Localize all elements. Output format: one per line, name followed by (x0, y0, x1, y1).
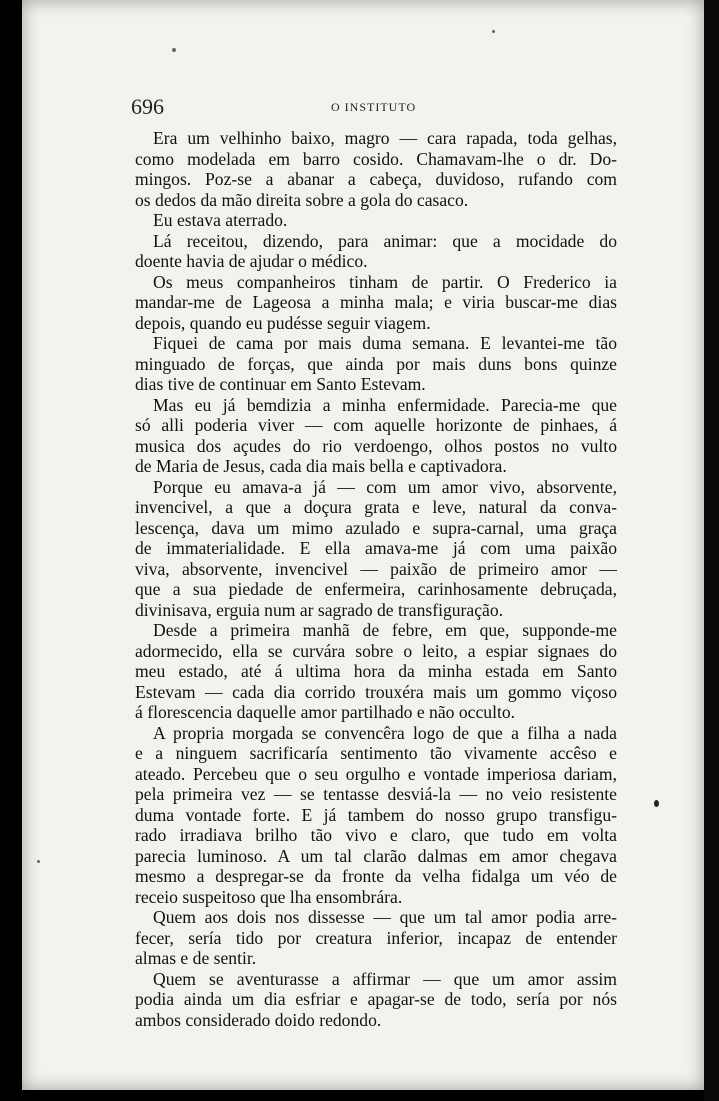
text-line: receio suspeitoso que lha ensombrára. (135, 886, 403, 907)
text-line: musica dos açudes do rio verdoengo, olhos postos no vulto (135, 435, 617, 456)
text-line: Quem se aventurasse a affirmar — que um amor assim (153, 968, 617, 989)
text-line: rado irradiava brilho tão vivo e claro, que tudo em volta (135, 825, 617, 845)
text-line: ambos considerado doido redondo. (135, 1009, 382, 1030)
text-line: á florescencia daquelle amor partilhado e não occulto. (135, 702, 516, 722)
text-line: Estevam — cada dia corrido trouxéra mais um gommo viçoso (135, 681, 617, 702)
text-line: e a ninguem sacrificaría sentimento tão vivamente accêso e (135, 743, 617, 763)
text-line: viva, absorvente, invencivel — paixão de primeiro amor — (135, 558, 617, 579)
text-line: adormecido, ella se curvára sobre o leito, a espiar signaes do (135, 640, 617, 661)
text-line: Porque eu amava-a já — com um amor vivo, absorvente, (153, 476, 617, 497)
text-line: Quem aos dois nos dissesse — que um tal amor podia arre- (153, 907, 617, 927)
text-line: os dedos da mão direita sobre a gola do casaco. (135, 189, 469, 210)
text-line: Era um velhinho baixo, magro — cara rapada, toda gelhas, (153, 128, 617, 148)
text-line: parecia luminoso. A um tal clarão dalmas em amor chegava (135, 845, 617, 866)
text-line: invencivel, a que a doçura grata e leve, natural da conva- (135, 497, 617, 517)
text-line: de immaterialidade. E ella amava-me já com uma paixão (135, 538, 617, 558)
text-line: A propria morgada se convencêra logo de que a filha a nada (153, 722, 617, 743)
text-line: ateado. Percebeu que o seu orgulho e vontade imperiosa dariam, (135, 763, 617, 784)
paper-speck (492, 30, 495, 33)
text-line: divinisava, erguia num ar sagrado de transfiguração. (135, 599, 504, 620)
text-line: dias tive de continuar em Santo Estevam. (135, 374, 426, 394)
text-line: minguado de forças, que ainda por mais duns bons quinze (135, 353, 617, 374)
text-line: que a sua piedade de enfermeira, carinhosamente debruçada, (135, 579, 617, 599)
scan-border-right (704, 0, 719, 1101)
text-line: doente havia de ajudar o médico. (135, 251, 368, 271)
text-line: podia ainda um dia esfriar e apagar-se de todo, sería por nós (135, 989, 617, 1009)
text-line: Os meus companheiros tinham de partir. O Frederico ia (153, 271, 617, 292)
text-line: lescença, dava um mimo azulado e supra-carnal, uma graça (135, 517, 617, 538)
paper-speck (37, 860, 40, 863)
text-line: almas e de sentir. (135, 948, 257, 968)
text-line: como modelada em barro cosido. Chamavam-lhe o dr. Do- (135, 148, 617, 169)
paper-speck (654, 800, 659, 807)
text-line: meu estado, até á ultima hora da minha estada em Santo (135, 661, 617, 681)
text-line: fecer, sería tido por creatura inferior, incapaz de entender (135, 927, 617, 948)
text-line: Mas eu já bemdizia a minha enfermidade. Parecia-me que (153, 394, 617, 415)
text-line: só alli poderia viver — com aquelle horizonte de pinhaes, á (135, 415, 617, 435)
text-line: depois, quando eu pudésse seguir viagem. (135, 312, 431, 333)
text-line: Eu estava aterrado. (153, 210, 288, 230)
text-line: mandar-me de Lageosa a minha mala; e viria buscar-me dias (135, 292, 617, 312)
running-title: O INSTITUTO (331, 100, 417, 114)
text-line: Fiquei de cama por mais duma semana. E levantei-me tão (153, 333, 617, 353)
text-line: Lá receitou, dizendo, para animar: que a mocidade do (153, 230, 617, 251)
page-number: 696 (131, 94, 164, 119)
paper-speck (172, 48, 176, 52)
text-line: mingos. Poz-se a abanar a cabeça, duvidoso, rufando com (135, 169, 617, 189)
text-line: Desde a primeira manhã de febre, em que, supponde-me (153, 620, 617, 640)
text-line: pela primeira vez — se tentasse desviá-la — no veio resistente (135, 784, 617, 804)
text-line: mesmo a despregar-se da fronte da velha fidalga um véo de (135, 866, 617, 886)
body-text (135, 128, 617, 1030)
text-line: duma vontade forte. E já tambem do nosso grupo transfigu- (135, 804, 617, 825)
page-header (131, 94, 611, 122)
text-line: de Maria de Jesus, cada dia mais bella e captivadora. (135, 456, 507, 476)
